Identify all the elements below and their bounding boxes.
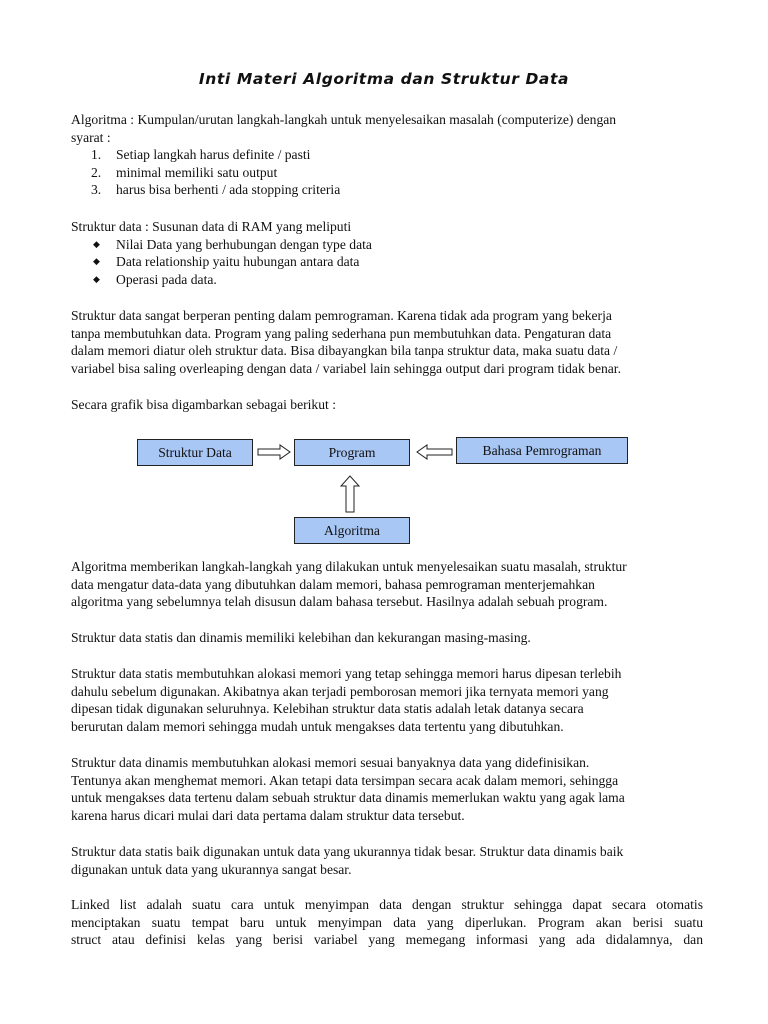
list-item xyxy=(71,271,703,289)
paragraph xyxy=(71,843,703,878)
list-item xyxy=(71,236,703,254)
diamond-bullet-icon: ◆ xyxy=(93,256,100,267)
algoritma-line: Algoritma : Kumpulan/urutan langkah-langkah untuk menyelesaikan masalah (computerize) dengan xyxy=(71,112,617,127)
struktur-definition xyxy=(71,218,703,288)
struktur-intro: Struktur data : Susunan data di RAM yang meliputi xyxy=(71,219,352,234)
paragraph-line: dahulu sebelum digunakan. Akibatnya akan terjadi pemborosan memori jika ternyata memori yang xyxy=(71,683,609,699)
paragraph xyxy=(71,665,703,735)
diamond-bullet-icon: ◆ xyxy=(93,273,100,284)
list-item-text: Nilai Data yang berhubungan dengan type data xyxy=(116,236,372,252)
algorithm-structure-diagram xyxy=(0,430,768,550)
list-item-text: harus bisa berhenti / ada stopping criteria xyxy=(116,182,341,198)
diagram-arrows xyxy=(0,430,768,550)
list-item-text: minimal memiliki satu output xyxy=(116,164,278,180)
algoritma-box: Algoritma xyxy=(294,517,410,544)
struktur-data-box: Struktur Data xyxy=(137,439,253,466)
list-number: 3. xyxy=(91,182,102,198)
paragraph-line: digunakan untuk data yang ukurannya sangat besar. xyxy=(71,861,352,877)
list-item xyxy=(71,181,703,199)
paragraph-line: dalam memori diatur oleh struktur data. Bisa dibayangkan bila tanpa struktur data, maka suatu data / xyxy=(71,343,618,359)
bahasa-pemrograman-box: Bahasa Pemrograman xyxy=(456,437,628,464)
list-number: 2. xyxy=(91,164,102,180)
paragraph-line: Struktur data statis baik digunakan untuk data yang ukurannya tidak besar. Struktur data dinamis baik xyxy=(71,844,624,859)
paragraph-line: Algoritma memberikan langkah-langkah yang dilakukan untuk menyelesaikan suatu masalah, struktur xyxy=(71,559,627,574)
paragraph xyxy=(71,629,703,647)
paragraph-line: berurutan dalam memori sehingga mudah untuk mengakses data tertentu yang dibutuhkan. xyxy=(71,718,564,734)
paragraph-line: struct atau definisi kelas yang berisi variabel yang memegang informasi yang ada didalamnya, dan xyxy=(71,932,703,948)
paragraph-line: Struktur data statis dan dinamis memiliki kelebihan dan kekurangan masing-masing. xyxy=(71,630,531,645)
paragraph xyxy=(71,396,703,414)
paragraph-line: Struktur data statis membutuhkan alokasi memori yang tetap sehingga memori harus dipesan terlebih xyxy=(71,666,622,681)
list-item xyxy=(71,146,703,164)
list-item xyxy=(71,164,703,182)
paragraph-line: Struktur data sangat berperan penting dalam pemrograman. Karena tidak ada program yang bekerja xyxy=(71,308,612,323)
page-title: Inti Materi Algoritma dan Struktur Data xyxy=(198,70,570,88)
paragraph-line: Secara grafik bisa digambarkan sebagai berikut : xyxy=(71,397,336,412)
paragraph-line: Linked list adalah suatu cara untuk menyimpan data dengan struktur sehingga dapat secara otomatis xyxy=(71,897,703,912)
paragraph-line: Tentunya akan menghemat memori. Akan tetapi data tersimpan secara acak dalam memori, sehingga xyxy=(71,772,619,788)
paragraph-line: karena harus dicari mulai dari data pertama dalam struktur data tersebut. xyxy=(71,807,465,823)
list-item xyxy=(71,253,703,271)
paragraph xyxy=(71,558,703,611)
paragraph-justified xyxy=(71,896,703,949)
algoritma-definition xyxy=(71,111,703,199)
list-item-text: Setiap langkah harus definite / pasti xyxy=(116,147,311,163)
paragraph-line: data mengatur data-data yang dibutuhkan dalam memori, bahasa pemrograman menterjemahkan xyxy=(71,576,595,592)
algoritma-line: syarat : xyxy=(71,129,111,145)
arrow-left-icon xyxy=(417,445,452,459)
paragraph-line: dipesan tidak digunakan seluruhnya. Kelebihan struktur data statis adalah letak datanya secara xyxy=(71,701,584,717)
paragraph xyxy=(71,754,703,824)
arrow-up-icon xyxy=(341,476,359,512)
paragraph-line: Struktur data dinamis membutuhkan alokasi memori sesuai banyaknya data yang didefinisikan. xyxy=(71,755,590,770)
program-box: Program xyxy=(294,439,410,466)
list-item-text: Data relationship yaitu hubungan antara data xyxy=(116,254,360,270)
list-number: 1. xyxy=(91,147,102,163)
paragraph-line: menciptakan suatu tempat baru untuk menyimpan data yang diperlukan. Program akan berisi suatu xyxy=(71,914,703,930)
paragraph-line: variabel bisa saling overleaping dengan data / variabel lain sehingga output dari program tidak benar. xyxy=(71,360,621,376)
paragraph-line: untuk mengakses data tertenu dalam sebuah struktur data dinamis memerlukan waktu yang agak lama xyxy=(71,790,625,806)
paragraph-line: tanpa membutuhkan data. Program yang paling sederhana pun membutuhkan data. Pengaturan data xyxy=(71,325,612,341)
list-item-text: Operasi pada data. xyxy=(116,271,217,287)
arrow-right-icon xyxy=(258,445,290,459)
diamond-bullet-icon: ◆ xyxy=(93,238,100,249)
paragraph-line: algoritma yang sebelumnya telah disusun dalam bahasa tersebut. Hasilnya adalah sebuah program. xyxy=(71,594,608,610)
paragraph xyxy=(71,307,703,377)
